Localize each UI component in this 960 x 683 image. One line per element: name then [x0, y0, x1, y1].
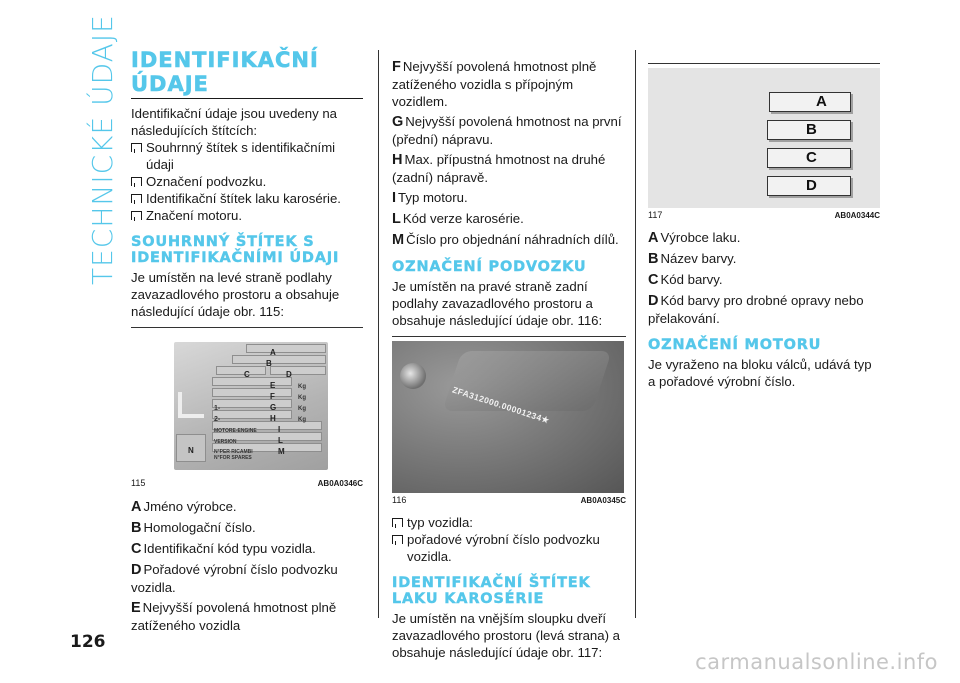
summary-plate-text: Je umístěn na levé straně podlahy zavazadlového prostoru a obsahuje následující údaje obr. 115:	[131, 270, 340, 319]
paint-plate-text: Je umístěn na vnějším sloupku dveří zavazadlového prostoru (levá strana) a obsahuje následující údaje obr. 117:	[392, 611, 620, 660]
figure-number: 116	[392, 495, 407, 505]
definition-item: F Nejvyšší povolená hmotnost plně zatíženého vozidla s přípojným vozidlem.	[392, 59, 597, 109]
figure-caption	[392, 495, 626, 506]
figure-117	[648, 63, 880, 221]
definition-item: D Pořadové výrobní číslo podvozku vozidla.	[131, 562, 338, 595]
list-item: Značení motoru.	[131, 207, 363, 224]
subheading-engine: OZNAČENÍ MOTORU	[648, 337, 822, 353]
bullet-icon	[131, 211, 142, 220]
definition-item: A Výrobce laku.	[648, 230, 741, 246]
figure-115	[131, 327, 363, 495]
bullet-icon	[392, 518, 403, 527]
column-1	[131, 48, 363, 634]
list-item: Identifikační štítek laku karosérie.	[131, 190, 363, 207]
definition-item: E Nejvyšší povolená hmotnost plně zatíženého vozidla	[131, 600, 337, 633]
definition-item: I Typ motoru.	[392, 190, 468, 206]
definition-item: M Číslo pro objednání náhradních dílů.	[392, 232, 619, 248]
definition-item: H Max. přípustná hmotnost na druhé (zadní) nápravě.	[392, 152, 606, 185]
list-item: typ vozidla:	[392, 514, 626, 531]
subheading-summary-plate: SOUHRNNÝ ŠTÍTEK S IDENTIFIKAČNÍMI ÚDAJI	[131, 234, 340, 266]
list-item: Souhrnný štítek s identifikačními údaji	[131, 139, 363, 173]
list-item: Označení podvozku.	[131, 173, 363, 190]
chassis-text: Je umístěn na pravé straně zadní podlahy zavazadlového prostoru a obsahuje následující údaje obr. 116:	[392, 279, 603, 328]
definition-item: D Kód barvy pro drobné opravy nebo přelakování.	[648, 293, 864, 326]
bullet-icon	[392, 535, 403, 544]
section-side-title: TECHNICKÉ ÚDAJE	[86, 14, 119, 285]
column-divider-2	[635, 50, 636, 618]
main-heading-line-1: IDENTIFIKAČNÍ	[131, 48, 319, 72]
vin-stamp: ZFA312000.00001234★	[451, 384, 551, 426]
list-item: pořadové výrobní číslo podvozku vozidla.	[392, 531, 626, 565]
figure-caption	[131, 478, 363, 489]
figure-116	[392, 336, 626, 506]
main-heading	[131, 48, 363, 99]
definition-item: B Homologační číslo.	[131, 520, 256, 536]
definition-item: C Kód barvy.	[648, 272, 723, 288]
identification-plate-image: A B C D E F G H I L M N Kg Kg Kg Kg 1- 2- MOTORE-ENGINE VERSION N°PER RICAMBI N°FOR SPARES	[174, 342, 328, 470]
column-2	[392, 58, 626, 661]
figure-caption	[648, 210, 880, 221]
paint-plate-image: A B C D	[648, 68, 880, 208]
subheading-paint-plate: IDENTIFIKAČNÍ ŠTÍTEK LAKU KAROSÉRIE	[392, 575, 591, 607]
bullet-icon	[131, 177, 142, 186]
bullet-icon	[131, 194, 142, 203]
watermark: carmanualsonline.info	[695, 650, 938, 674]
page-number: 126	[70, 632, 106, 652]
figure-number: 117	[648, 210, 663, 220]
figure-code: AB0A0346C	[317, 479, 363, 488]
bullet-icon	[131, 143, 142, 152]
definition-item: L Kód verze karosérie.	[392, 211, 524, 227]
definition-item: A Jméno výrobce.	[131, 499, 237, 515]
column-3	[648, 58, 880, 390]
bolt-icon	[400, 363, 426, 389]
subheading-chassis: OZNAČENÍ PODVOZKU	[392, 259, 587, 275]
intro-text: Identifikační údaje jsou uvedeny na následujících štítcích:	[131, 106, 338, 138]
figure-number: 115	[131, 478, 146, 488]
definition-item: C Identifikační kód typu vozidla.	[131, 541, 316, 557]
column-divider-1	[378, 50, 379, 618]
definition-item: G Nejvyšší povolená hmotnost na první (přední) nápravu.	[392, 114, 622, 147]
chassis-number-photo	[392, 341, 624, 493]
figure-code: AB0A0345C	[580, 496, 626, 505]
main-heading-line-2: ÚDAJE	[131, 72, 209, 96]
engine-text: Je vyraženo na bloku válců, udává typ a pořadové výrobní číslo.	[648, 357, 872, 389]
figure-code: AB0A0344C	[834, 211, 880, 220]
definition-item: B Název barvy.	[648, 251, 737, 267]
